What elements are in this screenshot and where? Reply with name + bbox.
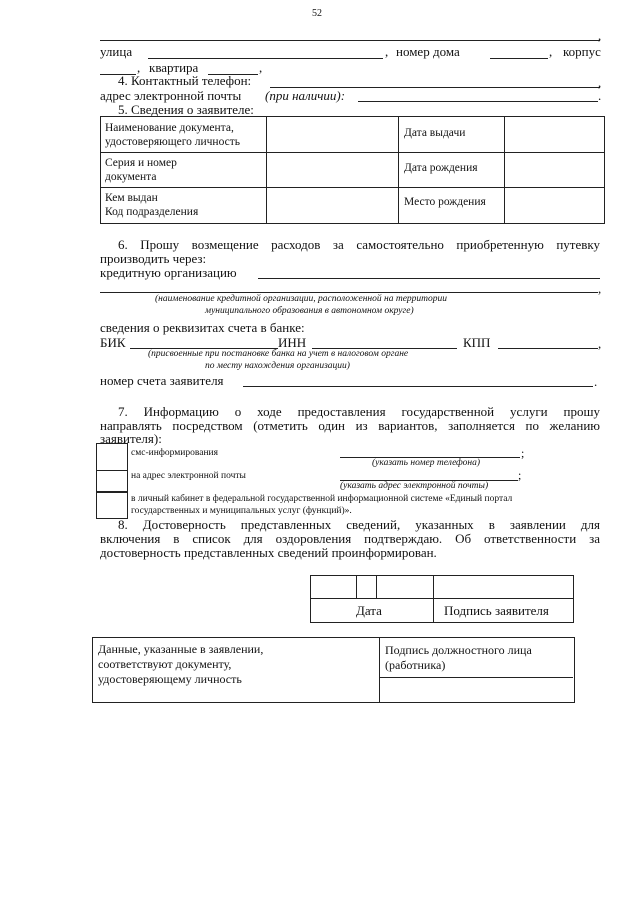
credit-note-1: (наименование кредитной организации, расположенной на территории [155, 294, 448, 304]
issued-by-input-cell[interactable] [267, 188, 397, 221]
issued-by-label: Кем выдан [105, 192, 158, 204]
official-signature-cell[interactable] [380, 678, 572, 700]
portal-checkbox[interactable] [96, 491, 128, 519]
credit-note-2: муниципального образования в автономном округе) [205, 306, 414, 316]
street-field[interactable] [148, 58, 383, 59]
official-left-3: удостоверяющему личность [98, 672, 242, 686]
sms-option-label: смс-информирования [131, 448, 218, 458]
doc-name-input-cell[interactable] [267, 117, 397, 151]
birth-place-input-cell[interactable] [505, 188, 602, 221]
bank-note-2: по месту нахождения организации) [205, 361, 350, 371]
official-right-1: Подпись должностного лица [385, 643, 532, 657]
doc-name-label-1: Наименование документа, [105, 122, 234, 134]
date-day-cell[interactable] [311, 576, 355, 597]
kpp-comma: , [598, 336, 602, 351]
credit-org-label: кредитную организацию [100, 265, 237, 280]
issue-date-label: Дата выдачи [404, 127, 466, 139]
account-field[interactable] [243, 386, 593, 387]
official-right-2: (работника) [385, 658, 446, 672]
phone-label: 4. Контактный телефон: [118, 73, 252, 88]
phone-comma: , [598, 75, 602, 90]
notification-line-3: заявителя): [100, 431, 162, 446]
credit-org-comma: , [598, 281, 602, 296]
email-label: адрес электронной почты [100, 88, 242, 103]
address-top-line [100, 40, 600, 41]
birth-date-input-cell[interactable] [505, 153, 602, 186]
official-left-1: Данные, указанные в заявлении, [98, 642, 264, 656]
account-label: номер счета заявителя [100, 373, 224, 388]
portal-option-label-1: в личный кабинет в федеральной государственной информационной системе «Единый портал [131, 494, 513, 504]
division-code-label: Код подразделения [105, 206, 199, 218]
email-option-label: на адрес электронной почты [131, 471, 246, 481]
account-period: . [594, 374, 598, 389]
sms-checkbox[interactable] [96, 443, 128, 471]
issue-date-input-cell[interactable] [505, 117, 602, 151]
reimbursement-line-1: 6. Прошу возмещение расходов за самостоятельно приобретенную путевку [118, 237, 600, 252]
series-label-1: Серия и номер [105, 157, 177, 169]
page-number: 52 [312, 8, 322, 19]
apartment-label: квартира [149, 60, 199, 75]
kpp-label: КПП [463, 335, 491, 350]
bank-details-label: сведения о реквизитах счета в банке: [100, 320, 305, 335]
email-checkbox[interactable] [96, 468, 128, 493]
series-label-2: документа [105, 171, 157, 183]
korpus-label: корпус [563, 44, 601, 59]
birth-date-label: Дата рождения [404, 162, 478, 174]
email-semicolon: ; [518, 468, 522, 482]
confirmation-line-3: достоверность представленных сведений проинформирован. [100, 545, 437, 560]
kpp-field[interactable] [498, 348, 598, 349]
address-top-comma: , [598, 28, 602, 43]
email-field[interactable] [358, 101, 598, 102]
house-comma: , [549, 44, 553, 59]
credit-org-field[interactable] [258, 278, 600, 279]
date-table-divider [310, 598, 573, 599]
sms-semicolon: ; [521, 446, 525, 460]
email-note: (при наличии): [265, 88, 346, 103]
notification-line-1: 7. Информацию о ходе предоставления государственной услуги прошу [118, 404, 600, 419]
series-input-cell[interactable] [267, 153, 397, 186]
table-divider [398, 116, 399, 223]
official-left-2: соответствуют документу, [98, 657, 232, 671]
email-hint: (указать адрес электронной почты) [340, 481, 489, 491]
korpus-comma: , [137, 60, 141, 75]
street-comma: , [385, 44, 389, 59]
credit-org-field-2[interactable] [100, 292, 598, 293]
date-year-cell[interactable] [377, 576, 432, 597]
street-label: улица [100, 44, 133, 59]
portal-option-label-2: государственных и муниципальных услуг (функций)». [131, 506, 352, 516]
bik-label: БИК [100, 335, 126, 350]
bank-note-1: (присвоенные при постановке банка на учет в налоговом органе [148, 349, 409, 359]
reimbursement-line-2: производить через: [100, 251, 207, 266]
applicant-signature-label: Подпись заявителя [444, 603, 549, 618]
sms-hint: (указать номер телефона) [372, 458, 481, 468]
signature-cell[interactable] [434, 576, 571, 597]
house-label: номер дома [396, 44, 460, 59]
doc-name-label-2: удостоверяющего личность [105, 136, 240, 148]
confirmation-line-2: включения в список для оздоровления подтверждаю. Об ответственности за [100, 531, 600, 546]
inn-label: ИНН [278, 335, 307, 350]
birth-place-label: Место рождения [404, 196, 486, 208]
date-cell-divider [356, 575, 357, 599]
apartment-comma: , [259, 60, 263, 75]
notification-line-2: направлять посредством (отметить один из вариантов, заполняется по желанию [100, 418, 600, 433]
email-period: . [598, 88, 602, 103]
applicant-section-title: 5. Сведения о заявителе: [118, 102, 254, 117]
date-label: Дата [356, 603, 382, 618]
house-field[interactable] [490, 58, 548, 59]
confirmation-line-1: 8. Достоверность представленных сведений, указанных в заявлении для [118, 517, 600, 532]
